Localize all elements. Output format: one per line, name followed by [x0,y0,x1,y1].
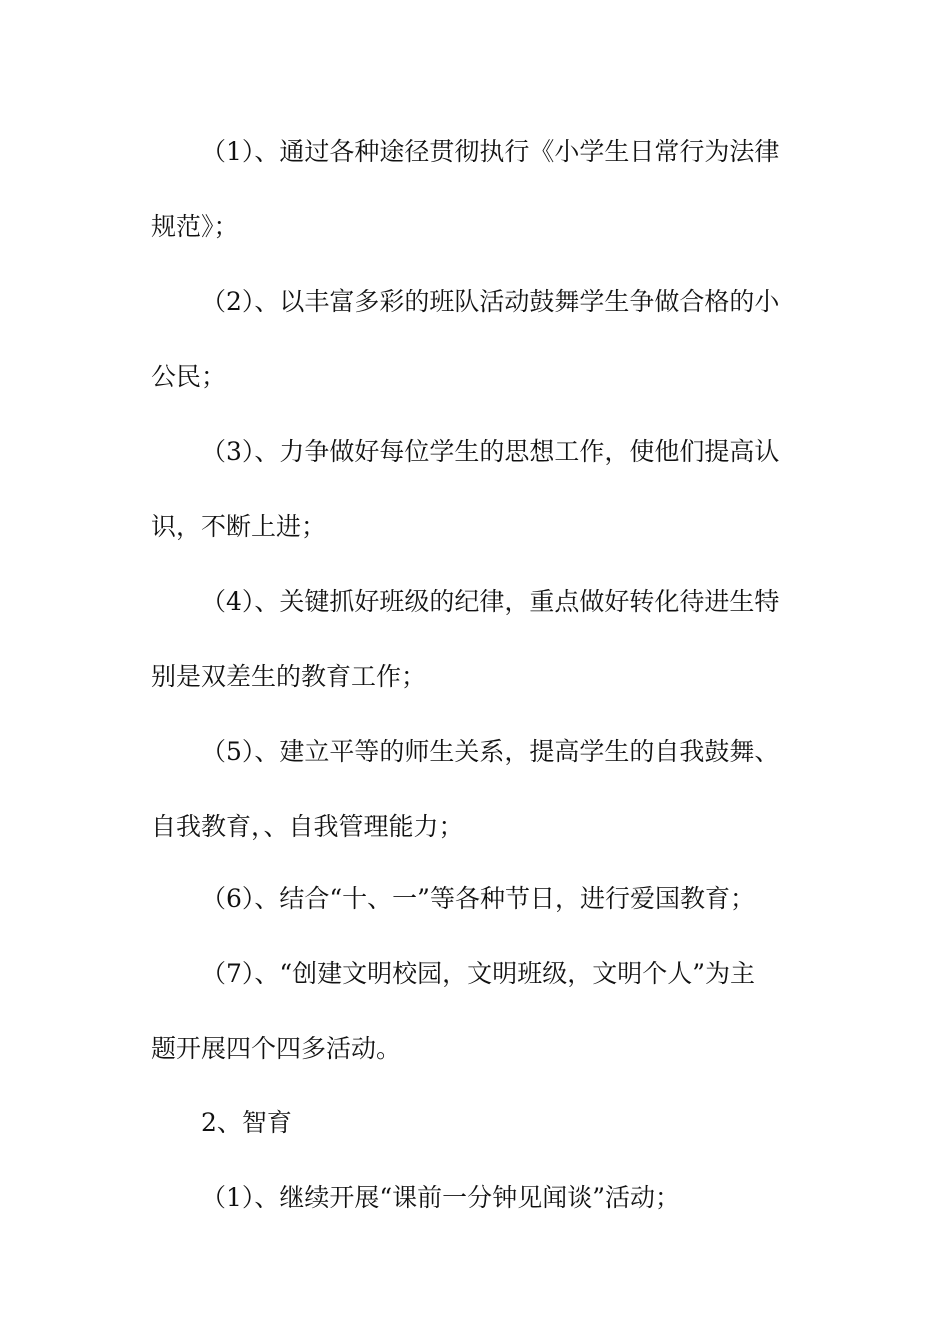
paragraph-line: （7）、“创建文明校园，文明班级，文明个人”为主 [201,959,755,988]
paragraph-line: （6）、结合“十、一”等各种节日，进行爱国教育； [201,884,755,913]
paragraph-line: （1）、继续开展“课前一分钟见闻谈”活动； [201,1183,680,1212]
section-heading: 2、智育 [201,1108,292,1137]
paragraph-line: （1）、通过各种途径贯彻执行《小学生日常行为法律 [201,137,780,166]
paragraph-line: （3）、力争做好每位学生的思想工作，使他们提高认 [201,437,780,466]
paragraph-line: 自我教育，、自我管理能力； [151,812,464,841]
paragraph-line: 别是双差生的教育工作； [151,662,427,691]
paragraph-line: 公民； [151,362,227,391]
paragraph-line: （2）、以丰富多彩的班队活动鼓舞学生争做合格的小 [201,287,780,316]
paragraph-line: （4）、关键抓好班级的纪律，重点做好转化待进生特 [201,587,780,616]
paragraph-line: （5）、建立平等的师生关系，提高学生的自我鼓舞、 [201,737,780,766]
paragraph-line: 规范》； [151,212,239,241]
paragraph-line: 识，不断上进； [151,512,327,541]
paragraph-line: 题开展四个四多活动。 [151,1034,402,1063]
